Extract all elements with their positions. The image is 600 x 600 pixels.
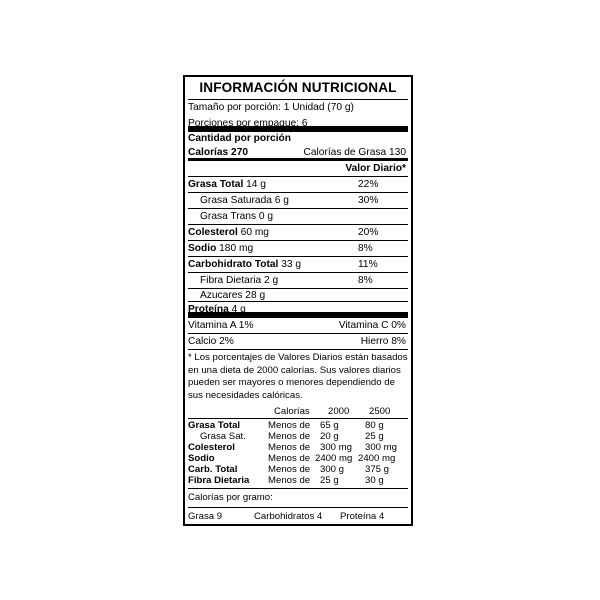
table-row	[188, 464, 408, 475]
nutrient-dv: 22%	[358, 179, 379, 190]
nutrient-name: Carbohidrato Total	[188, 259, 282, 270]
table-row-qual: Menos de	[268, 453, 311, 464]
nutrient-amount: 180 mg	[219, 243, 254, 254]
nutrient-dv: 8%	[358, 243, 373, 254]
nutrient-dv: 8%	[358, 275, 373, 286]
calories-row	[188, 145, 408, 161]
nutrient-amount: 2 g	[263, 275, 279, 286]
nutrient-name: Grasa Saturada	[200, 195, 275, 206]
daily-value-header: Valor Diario*	[345, 163, 406, 174]
nutrient-amount: 0 g	[258, 211, 274, 222]
table-row-2500: 80 g	[365, 420, 384, 431]
table-row	[188, 453, 408, 464]
vitamins-row	[188, 318, 408, 334]
table-row-qual: Menos de	[268, 442, 311, 453]
table-row-2500: 30 g	[365, 475, 384, 486]
table-header-label: Calorías	[274, 406, 310, 417]
table-row-2000: 20 g	[320, 431, 339, 442]
protein-calories: Proteína 4	[340, 511, 385, 522]
table-row-name: Grasa Total	[188, 420, 241, 431]
table-row-2500: 375 g	[365, 464, 390, 475]
nutrient-name: Proteína	[188, 304, 232, 315]
table-row-2500: 2400 mg	[358, 453, 396, 464]
fat-calories: Grasa 9	[188, 511, 223, 522]
calories-from-fat: Calorías de Grasa 130	[303, 147, 406, 158]
table-row	[188, 420, 408, 431]
footnote: * Los porcentajes de Valores Diarios están basados en una dieta de 2000 calorías. Sus valores diarios pueden ser mayores o menores dependiendo de sus necesidades calóricas.	[188, 352, 408, 401]
nutrient-name: Colesterol	[188, 227, 241, 238]
table-row-2000: 25 g	[320, 475, 339, 486]
table-row-qual: Menos de	[268, 464, 311, 475]
table-row-2500: 300 mg	[365, 442, 397, 453]
table-row-name: Fibra Dietaria	[188, 475, 250, 486]
nutrition-label	[183, 75, 413, 526]
nutrient-row	[188, 177, 408, 193]
table-row	[188, 442, 408, 453]
table-row-2000: 65 g	[320, 420, 339, 431]
table-row	[188, 431, 408, 442]
dv-table	[188, 419, 408, 489]
dv-table-header	[188, 405, 408, 419]
table-row-2000: 300 g	[320, 464, 345, 475]
table-header-2000: 2000	[328, 406, 350, 417]
table-row-name: Grasa Sat.	[200, 431, 246, 442]
nutrient-row	[188, 209, 408, 225]
nutrient-row	[188, 241, 408, 257]
nutrient-name: Grasa Total	[188, 179, 247, 190]
label-title: INFORMACIÓN NUTRICIONAL	[188, 77, 408, 100]
calcium: Calcio 2%	[188, 336, 234, 347]
minerals-row	[188, 334, 408, 350]
nutrient-row	[188, 257, 408, 273]
carb-calories: Carbohidratos 4	[254, 511, 323, 522]
table-row-qual: Menos de	[268, 420, 311, 431]
table-row-name: Colesterol	[188, 442, 235, 453]
daily-value-header-row	[188, 161, 408, 177]
vitamin-c: Vitamina C 0%	[338, 320, 406, 331]
nutrient-row	[188, 273, 408, 289]
amount-per-serving: Cantidad por porción	[188, 133, 292, 144]
table-row-name: Sodio	[188, 453, 215, 464]
calories-per-gram-values	[188, 508, 408, 526]
nutrient-name: Azucares	[200, 290, 246, 301]
nutrient-amount: 28 g	[245, 290, 266, 301]
table-row-qual: Menos de	[268, 431, 311, 442]
nutrient-dv: 11%	[358, 259, 378, 270]
table-row-2500: 25 g	[365, 431, 384, 442]
nutrient-dv: 20%	[358, 227, 379, 238]
iron: Hierro 8%	[360, 336, 406, 347]
nutrient-amount: 4 g	[231, 304, 246, 315]
nutrient-name: Grasa Trans	[200, 211, 259, 222]
nutrient-name: Fibra Dietaria	[200, 275, 264, 286]
table-row-qual: Menos de	[268, 475, 311, 486]
nutrient-amount: 60 mg	[240, 227, 269, 238]
nutrient-row	[188, 289, 408, 302]
calories: Calorías 270	[188, 147, 249, 158]
nutrient-amount: 6 g	[274, 195, 289, 206]
calories-per-gram: Calorías por gramo:	[188, 489, 408, 508]
nutrient-amount: 33 g	[281, 259, 302, 270]
serving-size: Tamaño por porción: 1 Unidad (70 g)	[188, 102, 354, 113]
table-header-2500: 2500	[369, 406, 391, 417]
nutrient-amount: 14 g	[246, 179, 266, 190]
vitamin-a: Vitamina A 1%	[188, 320, 254, 331]
table-row	[188, 475, 408, 486]
nutrient-row	[188, 302, 408, 318]
table-row-2000: 300 mg	[320, 442, 352, 453]
nutrient-dv: 30%	[358, 195, 379, 206]
table-row-name: Carb. Total	[188, 464, 238, 475]
servings-per-container: Porciones por empaque: 6	[188, 116, 408, 132]
nutrient-name: Sodio	[188, 243, 220, 254]
nutrient-row	[188, 225, 408, 241]
table-row-2000: 2400 mg	[315, 453, 353, 464]
nutrient-row	[188, 193, 408, 209]
